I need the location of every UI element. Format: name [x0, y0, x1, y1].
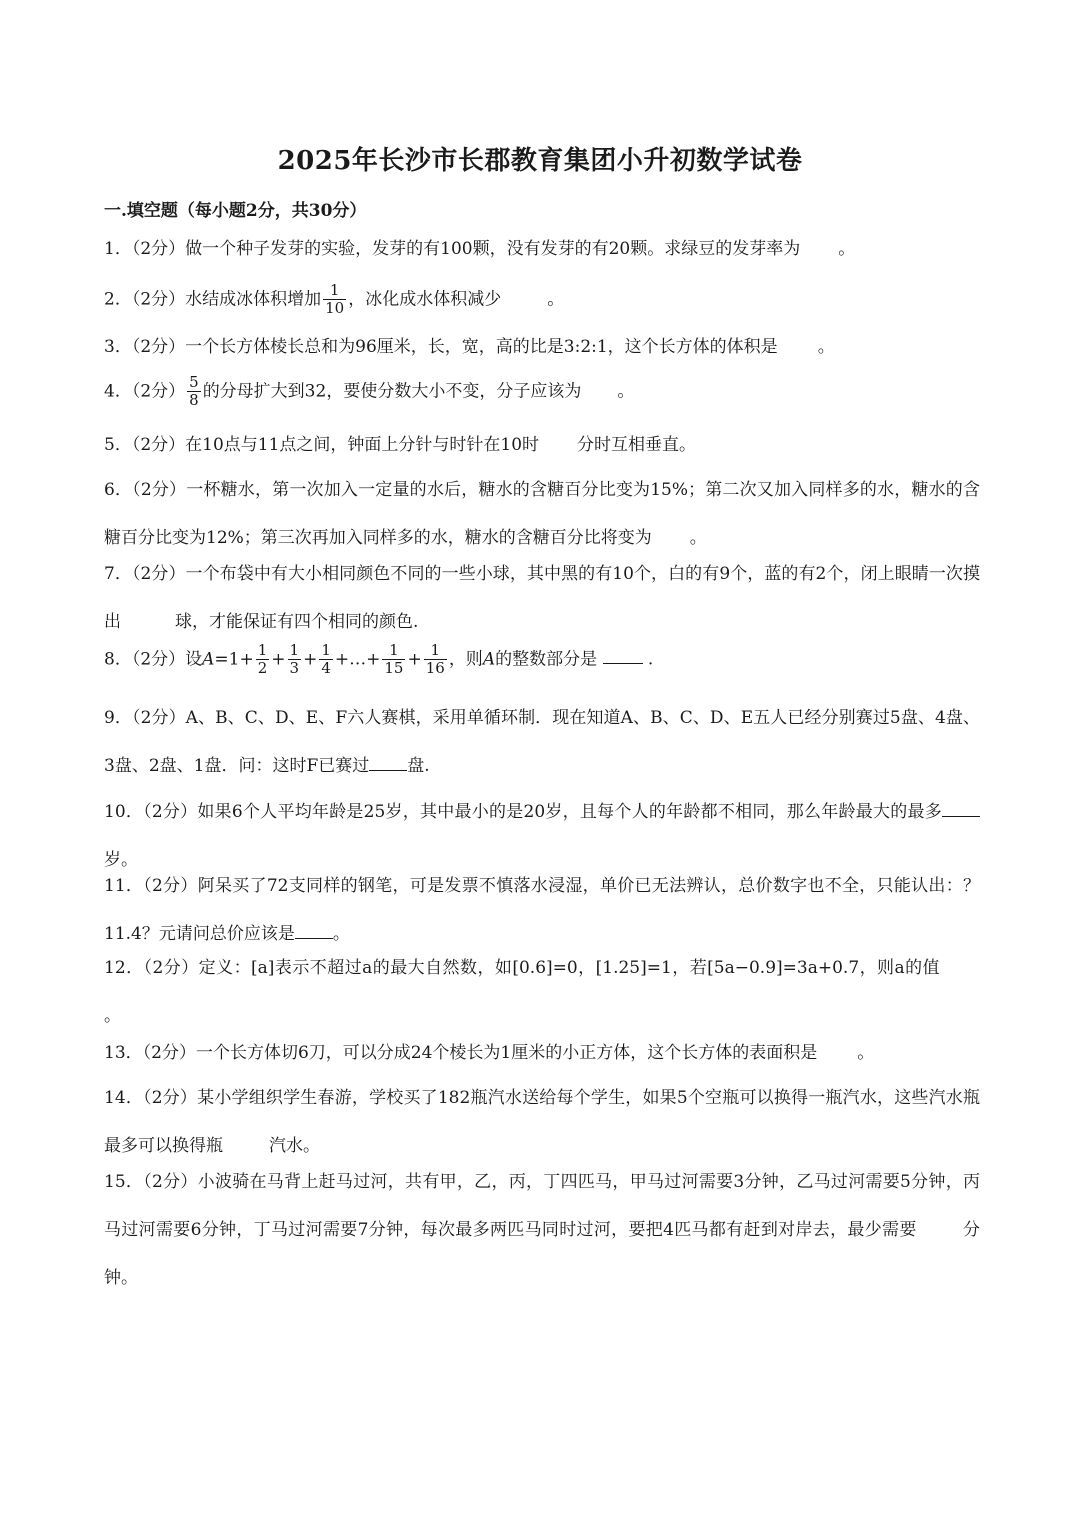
question-end: 。: [689, 528, 707, 548]
question-15: [104, 1158, 980, 1302]
question-text: 一个布袋中有大小相同颜色不同的一些小球，其中黑的有10个，白的有9个，蓝的有2个，闭上眼睛一次摸出: [104, 564, 980, 632]
answer-blank: [295, 937, 333, 939]
answer-blank: [652, 542, 690, 543]
question-end: 。: [838, 239, 856, 259]
question-number: 5．（2分）: [104, 435, 186, 455]
question-2: [104, 282, 980, 318]
page-title: 2025年长沙市长郡教育集团小升初数学试卷: [277, 146, 803, 176]
fraction: [323, 282, 346, 318]
question-number: 12．（2分）: [104, 958, 199, 978]
section-heading: 一.填空题（每小题2分，共30分）: [104, 201, 367, 221]
question-8: [104, 642, 980, 678]
question-text: 阿呆买了72支同样的钢笔，可是发票不慎落水浸湿，单价已无法辨认，总价数字也不全，只能认出：？11.4？元请问总价应该是: [104, 876, 980, 944]
question-13: [104, 1042, 980, 1065]
question-text: 汽水。: [269, 1136, 320, 1156]
question-12: [104, 944, 980, 1040]
numerator: 1: [323, 282, 346, 300]
answer-blank: [940, 972, 980, 973]
fraction: [187, 374, 201, 410]
question-text: 分时互相垂直。: [577, 435, 697, 455]
answer-blank: [369, 769, 407, 771]
question-end: 。: [617, 381, 635, 402]
numerator: 5: [189, 373, 199, 391]
answer-blank: [942, 815, 980, 817]
math-text: +…+: [334, 649, 381, 670]
answer-blank: [223, 1150, 269, 1151]
question-end: 盘.: [407, 756, 430, 776]
question-number: 15．（2分）: [104, 1172, 198, 1192]
question-text: 分钟。: [104, 1220, 981, 1288]
question-5: [104, 434, 980, 457]
numerator: 1: [382, 642, 405, 660]
question-number: 14．（2分）: [104, 1088, 198, 1108]
question-number: 3．（2分）: [104, 337, 186, 357]
question-text: 设: [185, 649, 203, 670]
denominator: 15: [384, 659, 404, 678]
question-1: [104, 238, 980, 261]
answer-blank: [778, 351, 818, 352]
question-end: 。: [817, 337, 835, 357]
math-text: =1+: [214, 649, 254, 670]
question-number: 9．（2分）: [104, 708, 186, 728]
denominator: 10: [325, 299, 345, 318]
question-text: 定义：[a]表示不超过a的最大自然数，如[0.6]=0，[1.25]=1，若[5a−0.9]=3a+0.7，则a的值: [198, 958, 940, 978]
question-text: 球，才能保证有四个相同的颜色.: [175, 612, 419, 632]
question-number: 1．（2分）: [104, 239, 186, 259]
question-text: 一个长方体切6刀，可以分成24个棱长为1厘米的小正方体，这个长方体的表面积是: [195, 1043, 818, 1063]
numerator: 1: [289, 641, 300, 659]
numerator: 1: [321, 641, 331, 659]
question-end: 。: [547, 289, 565, 310]
question-text: 做一个种子发芽的实验，发芽的有100颗，没有发芽的有20颗。求绿豆的发芽率为: [185, 239, 801, 259]
fraction: [256, 642, 270, 678]
question-text: ，则: [448, 649, 483, 670]
question-number: 7．（2分）: [104, 564, 186, 584]
denominator: 3: [289, 659, 300, 678]
denominator: 4: [321, 659, 331, 678]
denominator: 8: [189, 391, 199, 410]
question-text: 如果6个人平均年龄是25岁，其中最小的是20岁，且每个人的年龄都不相同，那么年龄最大的最多: [197, 802, 943, 822]
denominator: 16: [425, 659, 445, 678]
question-text: 一杯糖水，第一次加入一定量的水后，糖水的含糖百分比变为15%；第二次又加入同样多的水，糖水的含糖百分比变为12%；第三次再加入同样多的水，糖水的含糖百分比将变为: [104, 480, 980, 548]
math-text: +: [271, 649, 286, 670]
answer-blank: [501, 303, 547, 304]
question-number: 4．（2分）: [104, 381, 186, 402]
question-7: [104, 550, 980, 646]
question-4: [104, 374, 980, 410]
question-number: 8．（2分）: [104, 649, 186, 670]
answer-blank: [539, 449, 577, 450]
question-text: 小波骑在马背上赶马过河，共有甲，乙，丙，丁四匹马，甲马过河需要3分钟，乙马过河需要5分钟，丙马过河需要6分钟，丁马过河需要7分钟，每次最多两匹马同时过河，要把4匹马都有赶到对岸去，最少需要: [104, 1172, 980, 1240]
answer-blank: [121, 626, 175, 627]
question-text: 一个长方体棱长总和为96厘米，长，宽，高的比是3:2:1，这个长方体的体积是: [185, 337, 778, 357]
question-text: ，冰化成水体积减少: [348, 289, 502, 310]
question-end: .: [642, 649, 654, 670]
answer-blank: [817, 1057, 857, 1058]
variable: A: [482, 649, 496, 670]
question-number: 6．（2分）: [104, 480, 187, 500]
fraction: [319, 642, 333, 678]
question-14: [104, 1074, 980, 1170]
question-text: A、B、C、D、E、F六人赛棋，采用单循环制．现在知道A、B、C、D、E五人已经分别赛过5盘、4盘、3盘、2盘、1盘．问：这时F已赛过: [104, 708, 980, 776]
question-end: 。: [332, 924, 350, 944]
question-text: 某小学组织学生春游，学校买了182瓶汽水送给每个学生，如果5个空瓶可以换得一瓶汽水，这些汽水瓶最多可以换得瓶: [104, 1088, 980, 1156]
question-3: [104, 336, 980, 359]
question-end: 。: [104, 1006, 121, 1026]
question-number: 2．（2分）: [104, 289, 186, 310]
answer-blank: [581, 395, 617, 396]
math-text: +: [303, 649, 318, 670]
question-text: 的分母扩大到32，要使分数大小不变，分子应该为: [202, 381, 582, 402]
answer-blank: [800, 253, 838, 254]
answer-blank: [917, 1234, 963, 1235]
fraction: [288, 642, 302, 678]
question-6: [104, 466, 980, 562]
question-number: 13．（2分）: [104, 1043, 196, 1063]
question-text: 的整数部分是: [495, 649, 598, 670]
question-text: 水结成冰体积增加: [185, 289, 322, 310]
question-end: 岁。: [104, 850, 138, 870]
answer-blank: [603, 662, 643, 664]
question-text: 在10点与11点之间，钟面上分针与时针在10时: [185, 435, 540, 455]
question-number: 11．（2分）: [104, 876, 198, 896]
question-number: 10．（2分）: [104, 802, 198, 822]
question-end: 。: [857, 1043, 875, 1063]
math-text: +: [407, 649, 422, 670]
numerator: 1: [257, 641, 268, 659]
question-9: [104, 694, 980, 790]
variable: A: [202, 649, 215, 670]
denominator: 2: [257, 659, 268, 678]
numerator: 1: [424, 642, 447, 660]
fraction: [424, 642, 447, 678]
fraction: [382, 642, 405, 678]
